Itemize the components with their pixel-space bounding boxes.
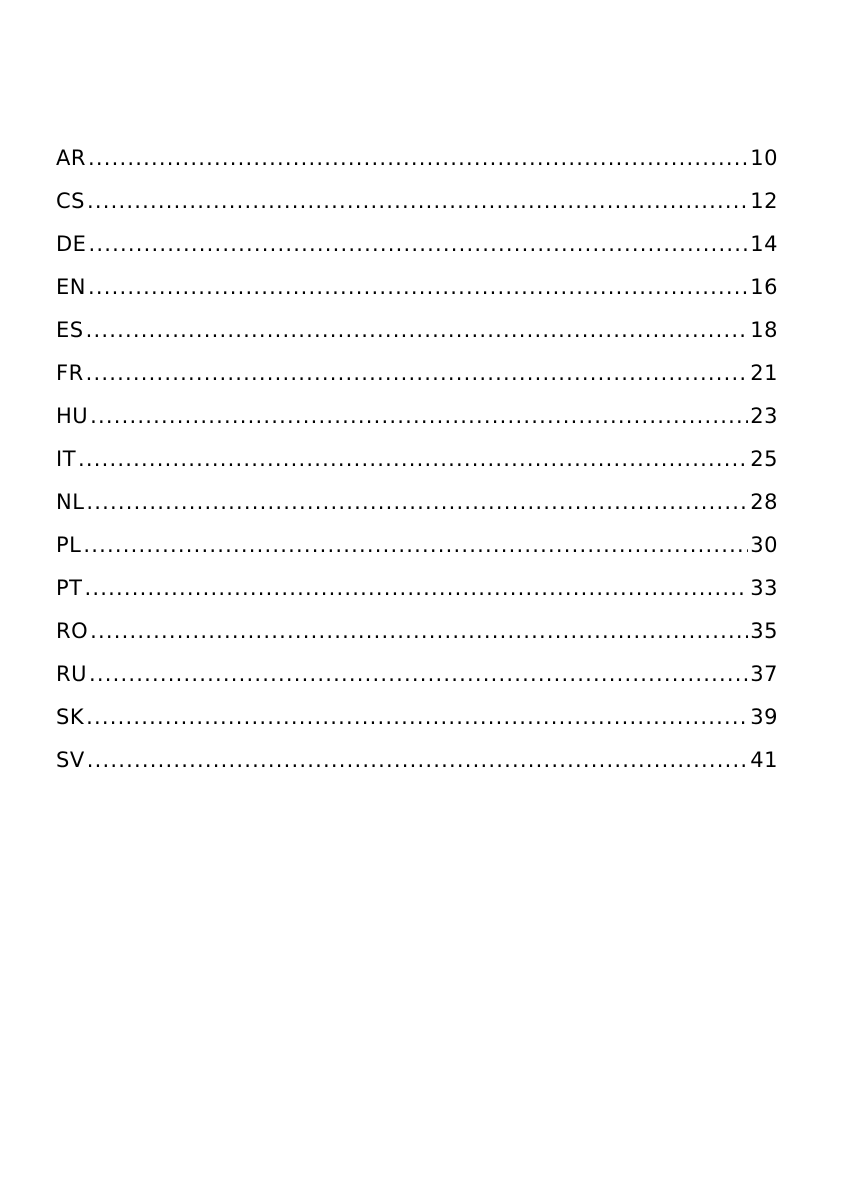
toc-entry[interactable]: [56, 576, 778, 619]
toc-entry[interactable]: [56, 146, 778, 189]
toc-dot-leader: [88, 232, 748, 256]
toc-dot-leader: [86, 490, 748, 514]
toc-language-code: CS: [56, 189, 85, 213]
toc-entry[interactable]: [56, 533, 778, 576]
toc-language-code: RO: [56, 619, 89, 643]
toc-entry[interactable]: [56, 189, 778, 232]
toc-dot-leader: [86, 705, 748, 729]
toc-language-code: DE: [56, 232, 87, 256]
table-of-contents: [56, 146, 778, 791]
toc-language-code: FR: [56, 361, 84, 385]
toc-page-number: 18: [750, 318, 778, 342]
toc-dot-leader: [88, 275, 748, 299]
toc-page-number: 10: [750, 146, 778, 170]
toc-dot-leader: [90, 619, 748, 643]
toc-entry[interactable]: [56, 447, 778, 490]
toc-language-code: EN: [56, 275, 86, 299]
toc-entry[interactable]: [56, 275, 778, 318]
toc-language-code: NL: [56, 490, 85, 514]
toc-dot-leader: [87, 748, 749, 772]
toc-entry[interactable]: [56, 619, 778, 662]
toc-dot-leader: [90, 404, 748, 428]
toc-dot-leader: [83, 533, 748, 557]
toc-page-number: 41: [750, 748, 778, 772]
toc-dot-leader: [88, 146, 748, 170]
toc-language-code: ES: [56, 318, 84, 342]
toc-page-number: 25: [750, 447, 778, 471]
toc-page-number: 37: [750, 662, 778, 686]
toc-entry[interactable]: [56, 705, 778, 748]
toc-page-number: 33: [750, 576, 778, 600]
toc-page-number: 30: [750, 533, 778, 557]
toc-language-code: AR: [56, 146, 86, 170]
toc-language-code: SV: [56, 748, 85, 772]
toc-entry[interactable]: [56, 232, 778, 275]
toc-entry[interactable]: [56, 748, 778, 791]
toc-entry[interactable]: [56, 318, 778, 361]
toc-page-number: 14: [750, 232, 778, 256]
toc-page-number: 21: [750, 361, 778, 385]
toc-entry[interactable]: [56, 361, 778, 404]
toc-page-number: 16: [750, 275, 778, 299]
toc-dot-leader: [78, 447, 748, 471]
toc-dot-leader: [87, 189, 748, 213]
toc-dot-leader: [85, 576, 749, 600]
toc-page-number: 28: [750, 490, 778, 514]
toc-dot-leader: [86, 318, 749, 342]
toc-page-number: 39: [750, 705, 778, 729]
toc-language-code: SK: [56, 705, 85, 729]
toc-page-number: 12: [750, 189, 778, 213]
toc-language-code: PL: [56, 533, 82, 557]
toc-entry[interactable]: [56, 490, 778, 533]
toc-dot-leader: [89, 662, 748, 686]
toc-language-code: PT: [56, 576, 83, 600]
toc-language-code: RU: [56, 662, 87, 686]
toc-page-number: 23: [750, 404, 778, 428]
toc-dot-leader: [86, 361, 749, 385]
toc-entry[interactable]: [56, 662, 778, 705]
toc-entry[interactable]: [56, 404, 778, 447]
toc-language-code: IT: [56, 447, 77, 471]
toc-page-number: 35: [750, 619, 778, 643]
toc-language-code: HU: [56, 404, 89, 428]
